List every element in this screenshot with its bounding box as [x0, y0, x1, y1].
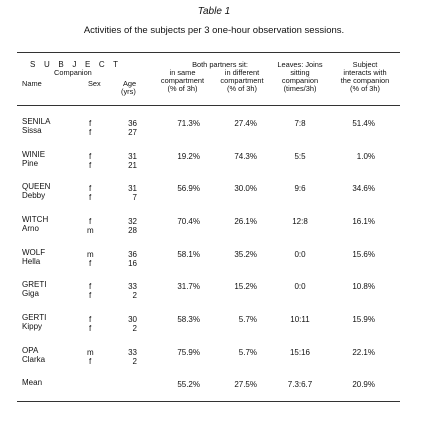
- different-compartment: 74.3%: [234, 152, 257, 161]
- interacts-with-companion: 10.8%: [352, 282, 375, 291]
- header-leaves-1: Leaves: Joins: [277, 60, 323, 69]
- companion-name: Clarka: [22, 355, 46, 364]
- different-compartment: 27.4%: [234, 119, 257, 128]
- leaves-joins: 7:8: [294, 119, 306, 128]
- subject-sex: f: [89, 217, 92, 226]
- header-name: Name: [22, 79, 42, 88]
- interacts-with-companion: 16.1%: [352, 217, 375, 226]
- companion-name: Giga: [22, 289, 39, 298]
- same-compartment: 19.2%: [177, 152, 200, 161]
- companion-age: 2: [132, 324, 137, 333]
- companion-sex: f: [89, 324, 92, 333]
- interacts-with-companion: 15.6%: [352, 250, 375, 259]
- leaves-joins: 5:5: [294, 152, 306, 161]
- header-same-1: in same: [169, 68, 196, 77]
- subject-sex: f: [89, 315, 92, 324]
- top-rule: [17, 52, 400, 53]
- subject-age: 30: [128, 315, 137, 324]
- different-compartment: 15.2%: [234, 282, 257, 291]
- companion-sex: f: [89, 161, 92, 170]
- mean-interacts-with-companion: 20.9%: [352, 380, 375, 389]
- different-compartment: 26.1%: [234, 217, 257, 226]
- subject-age: 31: [128, 184, 137, 193]
- mean-leaves-joins: 7.3:6.7: [287, 380, 313, 389]
- companion-name: Kippy: [22, 322, 43, 331]
- subject-sex: f: [89, 282, 92, 291]
- table-caption: Activities of the subjects per 3 one-hour observation sessions.: [83, 25, 345, 36]
- header-interacts-1: Subject: [352, 60, 378, 69]
- companion-sex: f: [89, 193, 92, 202]
- companion-sex: f: [89, 291, 92, 300]
- header-rule: [17, 105, 400, 106]
- leaves-joins: 0:0: [294, 282, 306, 291]
- companion-age: 21: [128, 161, 137, 170]
- header-diff-2: compartment: [220, 76, 264, 85]
- companion-age: 2: [132, 357, 137, 366]
- subject-age: 33: [128, 282, 137, 291]
- companion-sex: f: [89, 357, 92, 366]
- subject-sex: f: [89, 152, 92, 161]
- subject-name: OPA: [22, 346, 39, 355]
- header-sex: Sex: [88, 79, 101, 88]
- same-compartment: 70.4%: [177, 217, 200, 226]
- different-compartment: 5.7%: [238, 315, 257, 324]
- header-companion: Companion: [54, 68, 92, 77]
- same-compartment: 71.3%: [177, 119, 200, 128]
- subject-age: 36: [128, 250, 137, 259]
- interacts-with-companion: 51.4%: [352, 119, 375, 128]
- header-same-3: (% of 3h): [167, 84, 198, 93]
- subject-name: WINIE: [22, 150, 46, 159]
- companion-age: 27: [128, 128, 137, 137]
- header-subject: S U B J E C T: [30, 60, 122, 69]
- leaves-joins: 15:16: [289, 348, 311, 357]
- header-leaves-3: companion: [281, 76, 319, 85]
- companion-name: Arno: [22, 224, 39, 233]
- header-leaves-4: (times/3h): [283, 84, 317, 93]
- header-diff-1: in different: [224, 68, 260, 77]
- header-interacts-2: interacts with: [343, 68, 387, 77]
- subject-name: GRETI: [22, 280, 47, 289]
- companion-name: Debby: [22, 191, 46, 200]
- subject-sex: m: [87, 348, 94, 357]
- companion-age: 2: [132, 291, 137, 300]
- leaves-joins: 9:6: [294, 184, 306, 193]
- subject-sex: f: [89, 184, 92, 193]
- bottom-rule: [17, 401, 400, 402]
- subject-name: WOLF: [22, 248, 46, 257]
- header-age: Age: [123, 79, 137, 88]
- different-compartment: 35.2%: [234, 250, 257, 259]
- different-compartment: 5.7%: [238, 348, 257, 357]
- different-compartment: 30.0%: [234, 184, 257, 193]
- companion-name: Pine: [22, 159, 39, 168]
- subject-name: SENILA: [22, 117, 51, 126]
- companion-sex: f: [89, 259, 92, 268]
- header-both-partners: Both partners sit:: [192, 60, 248, 69]
- subject-age: 33: [128, 348, 137, 357]
- header-interacts-3: the companion: [340, 76, 390, 85]
- companion-name: Sissa: [22, 126, 42, 135]
- subject-age: 32: [128, 217, 137, 226]
- header-leaves-2: sitting: [290, 68, 310, 77]
- same-compartment: 31.7%: [177, 282, 200, 291]
- subject-sex: m: [87, 250, 94, 259]
- same-compartment: 58.1%: [177, 250, 200, 259]
- subject-age: 31: [128, 152, 137, 161]
- interacts-with-companion: 34.6%: [352, 184, 375, 193]
- subject-name: GERTI: [22, 313, 47, 322]
- subject-name: WITCH: [22, 215, 49, 224]
- companion-sex: m: [87, 226, 94, 235]
- companion-age: 16: [128, 259, 137, 268]
- subject-name: QUEEN: [22, 182, 51, 191]
- leaves-joins: 0:0: [294, 250, 306, 259]
- interacts-with-companion: 1.0%: [356, 152, 375, 161]
- mean-different-compartment: 27.5%: [234, 380, 257, 389]
- companion-sex: f: [89, 128, 92, 137]
- header-age-unit: (yrs): [121, 87, 136, 96]
- interacts-with-companion: 22.1%: [352, 348, 375, 357]
- same-compartment: 56.9%: [177, 184, 200, 193]
- header-interacts-4: (% of 3h): [350, 84, 380, 93]
- header-diff-3: (% of 3h): [227, 84, 257, 93]
- leaves-joins: 12:8: [292, 217, 308, 226]
- same-compartment: 58.3%: [177, 315, 200, 324]
- mean-label: Mean: [22, 378, 43, 387]
- mean-same-compartment: 55.2%: [177, 380, 200, 389]
- same-compartment: 75.9%: [177, 348, 200, 357]
- subject-sex: f: [89, 119, 92, 128]
- header-same-2: compartment: [160, 76, 205, 85]
- companion-age: 7: [132, 193, 137, 202]
- table-number: Table 1: [197, 6, 231, 17]
- interacts-with-companion: 15.9%: [352, 315, 375, 324]
- subject-age: 36: [128, 119, 137, 128]
- leaves-joins: 10:11: [290, 315, 310, 324]
- companion-name: Hella: [22, 257, 41, 266]
- companion-age: 28: [128, 226, 137, 235]
